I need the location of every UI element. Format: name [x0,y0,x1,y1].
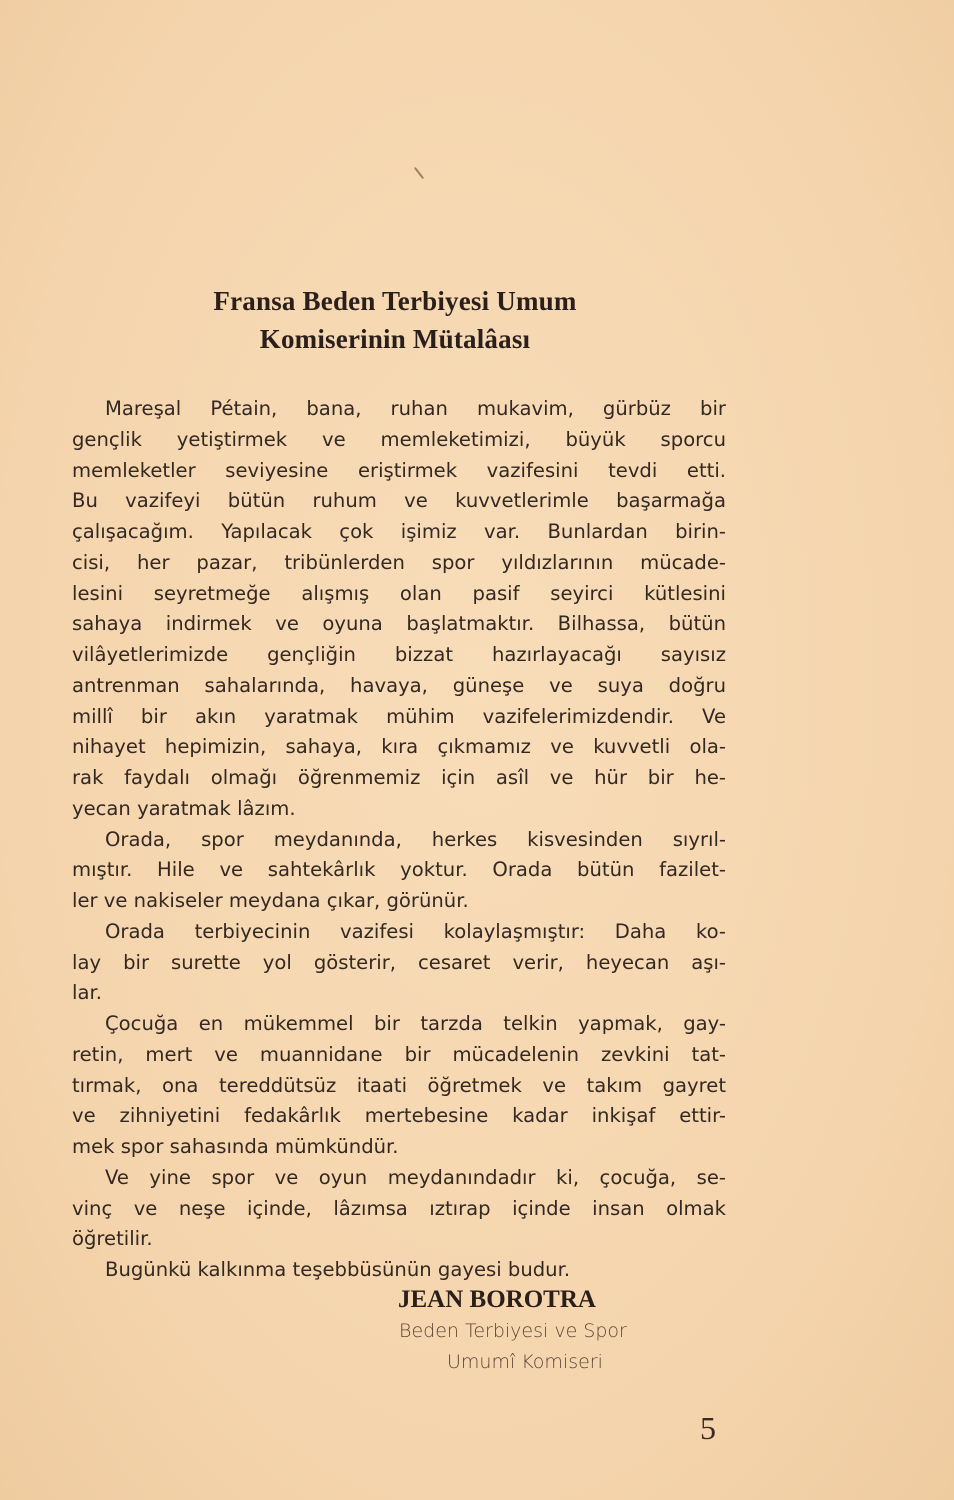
body-line: vilâyetlerimizde gençliğin bizzat hazırlayacağı sayısız [72,643,726,666]
body-line: mıştır. Hile ve sahtekârlık yoktur. Orada bütün fazilet- [72,858,726,882]
body-line: gençlik yetiştirmek ve memleketimizi, büyük sporcu [72,427,726,451]
body-line: rak faydalı olmağı öğrenmemiz için asîl ve hür bir he- [72,766,726,789]
body-line: vinç ve neşe içinde, lâzımsa ıztırap içinde insan olmak [72,1196,726,1220]
body-line: millî bir akın yaratmak mühim vazifelerimizdendir. Ve [72,704,726,728]
page-title-line-2: Komiserinin Mütalâası [259,324,531,354]
body-line: Ve yine spor ve oyun meydanındadır ki, çocuğa, se- [105,1165,726,1189]
body-line: lesini seyretmeğe alışmış olan pasif seyirci kütlesini [72,581,726,605]
body-line: antrenman sahalarında, havaya, güneşe ve suya doğru [72,673,726,697]
body-line: retin, mert ve muannidane bir mücadelenin zevkini tat- [72,1042,726,1066]
body-line: Mareşal Pétain, bana, ruhan mukavim, gürbüz bir [105,397,726,420]
body-line: Orada, spor meydanında, herkes kisvesinden sıyrıl- [105,827,726,851]
body-line: ve zihniyetini fedakârlık mertebesine kadar inkişaf ettir- [72,1104,726,1128]
body-line: Bugünkü kalkınma teşebbüsünün gayesi budur. [105,1258,571,1281]
body-line: tırmak, ona tereddütsüz itaati öğretmek ve takım gayret [72,1073,726,1097]
paper-mark [414,167,424,179]
body-text [72,394,726,1286]
body-line: lay bir surette yol gösterir, cesaret verir, heyecan aşı- [72,950,726,974]
body-line: çalışacağım. Yapılacak çok işimiz var. Bunlardan birin- [72,520,726,543]
body-line: Bu vazifeyi bütün ruhum ve kuvvetlerimle başarmağa [72,489,726,513]
signature-role-line-2: Umumî Komiseri [447,1351,603,1373]
body-line: memleketler seviyesine eriştirmek vazifesini tevdi etti. [72,458,726,482]
body-line: nihayet hepimizin, sahaya, kıra çıkmamız ve kuvvetli ola- [72,735,726,759]
signature-role-line-1: Beden Terbiyesi ve Spor [399,1320,627,1342]
body-line: lar. [72,981,102,1005]
body-line: cisi, her pazar, tribünlerden spor yıldızlarının mücade- [72,550,726,574]
body-line: ler ve nakiseler meydana çıkar, görünür. [72,889,469,912]
body-line: mek spor sahasında mümkündür. [72,1135,399,1158]
body-line: Çocuğa en mükemmel bir tarzda telkin yapmak, gay- [105,1012,726,1035]
page-number: 5 [700,1410,716,1446]
body-line: öğretilir. [72,1227,153,1251]
signature-name: JEAN BOROTRA [398,1286,596,1313]
body-line: yecan yaratmak lâzım. [72,796,296,820]
page-title-line-1: Fransa Beden Terbiyesi Umum [213,286,577,316]
body-line: Orada terbiyecinin vazifesi kolaylaşmıştır: Daha ko- [105,919,726,943]
body-line: sahaya indirmek ve oyuna başlatmaktır. Bilhassa, bütün [72,612,726,636]
